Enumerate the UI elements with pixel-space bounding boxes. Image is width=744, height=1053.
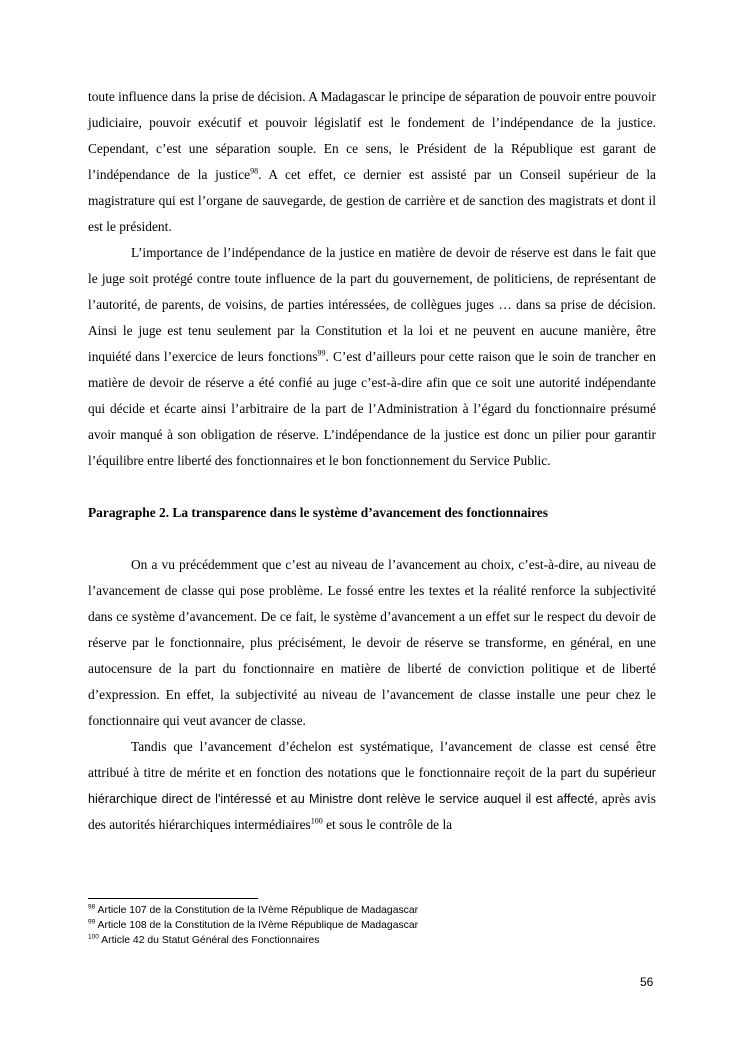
footnote-number: 98 [88,903,96,911]
footnote-ref-99[interactable]: 99 [317,348,326,358]
paragraph-1-text-a: toute influence dans la prise de décision. A Madagascar le principe de séparation de pouvoir entre pouvoir judiciaire, pouvoir exécutif et pouvoir législatif est le fondement de l’indépendance de la justice. Cependant, c’est une séparation souple. En ce sens, le Président de la République est garant de l’indépendance de la justice [88,89,656,182]
page-number: 56 [640,975,654,989]
footnote-ref-98[interactable]: 98 [250,166,259,176]
paragraph-4 [88,734,656,838]
footnote-number: 99 [88,918,96,926]
footnote-98 [88,903,656,918]
footnote-text: Article 108 de la Constitution de la IVème République de Madagascar [95,920,419,931]
paragraph-4-text-c: et sous le contrôle de la [322,817,453,832]
footnote-ref-100[interactable]: 100 [310,816,323,826]
footnotes [88,898,656,948]
paragraph-4-text-a: Tandis que l’avancement d’échelon est systématique, l’avancement de classe est censé être attribué à titre de mérite et en fonction des notations que le fonctionnaire reçoit de la part du [88,739,656,780]
footnote-99 [88,918,656,933]
footnote-100 [88,933,656,948]
footnote-text: Article 107 de la Constitution de la IVème République de Madagascar [95,905,419,916]
page-body [88,84,656,838]
paragraph-4-text-b: après avis des autorités hiérarchiques intermédiaires [88,791,656,832]
footnote-divider [88,898,258,899]
footnote-number: 100 [88,933,99,941]
footnote-text: Article 42 du Statut Général des Fonctionnaires [98,935,320,946]
paragraph-4-text-mixed: supérieur hiérarchique direct de l'intéressé et au Ministre dont relève le service auquel il est affecté, [88,766,656,806]
paragraph-3: On a vu précédemment que c’est au niveau de l’avancement au choix, c’est-à-dire, au niveau de l’avancement de classe qui pose problème. Le fossé entre les textes et la réalité renforce la subjectivité dans ce système d’avancement. De ce fait, le système d’avancement a un effet sur le respect du devoir de réserve par le fonctionnaire, plus précisément, le devoir de réserve se transforme, en général, en une autocensure de la part du fonctionnaire en matière de liberté de conviction politique et de liberté d’expression. En effet, la subjectivité au niveau de l’avancement de classe installe une peur chez le fonctionnaire qui veut avancer de classe. [88,557,656,728]
paragraph-1 [88,84,656,240]
paragraph-2 [88,240,656,474]
paragraph-1-text-b: . A cet effet, ce dernier est assisté par un Conseil supérieur de la magistrature qui est l’organe de sauvegarde, de gestion de carrière et de sanction des magistrats et dont il est le président. [88,167,656,234]
paragraph-2-text-b: . C’est d’ailleurs pour cette raison que le soin de trancher en matière de devoir de réserve a été confié au juge c’est-à-dire afin que ce soit une autorité indépendante qui décide et écarte ainsi l’arbitraire de la part de l’Administration à l’égard du fonctionnaire présumé avoir manqué à son obligation de réserve. L’indépendance de la justice est donc un pilier pour garantir l’équilibre entre liberté des fonctionnaires et le bon fonctionnement du Service Public. [88,349,656,468]
section-heading: Paragraphe 2. La transparence dans le système d’avancement des fonctionnaires [88,505,548,520]
paragraph-2-text-a: L’importance de l’indépendance de la justice en matière de devoir de réserve est dans le fait que le juge soit protégé contre toute influence de la part du gouvernement, de politiciens, de représentant de l’autorité, de parents, de voisins, de parties intéressées, de collègues juges … dans sa prise de décision. Ainsi le juge est tenu seulement par la Constitution et la loi et ne peuvent en aucune manière, être inquiété dans l’exercice de leurs fonctions [88,245,656,364]
